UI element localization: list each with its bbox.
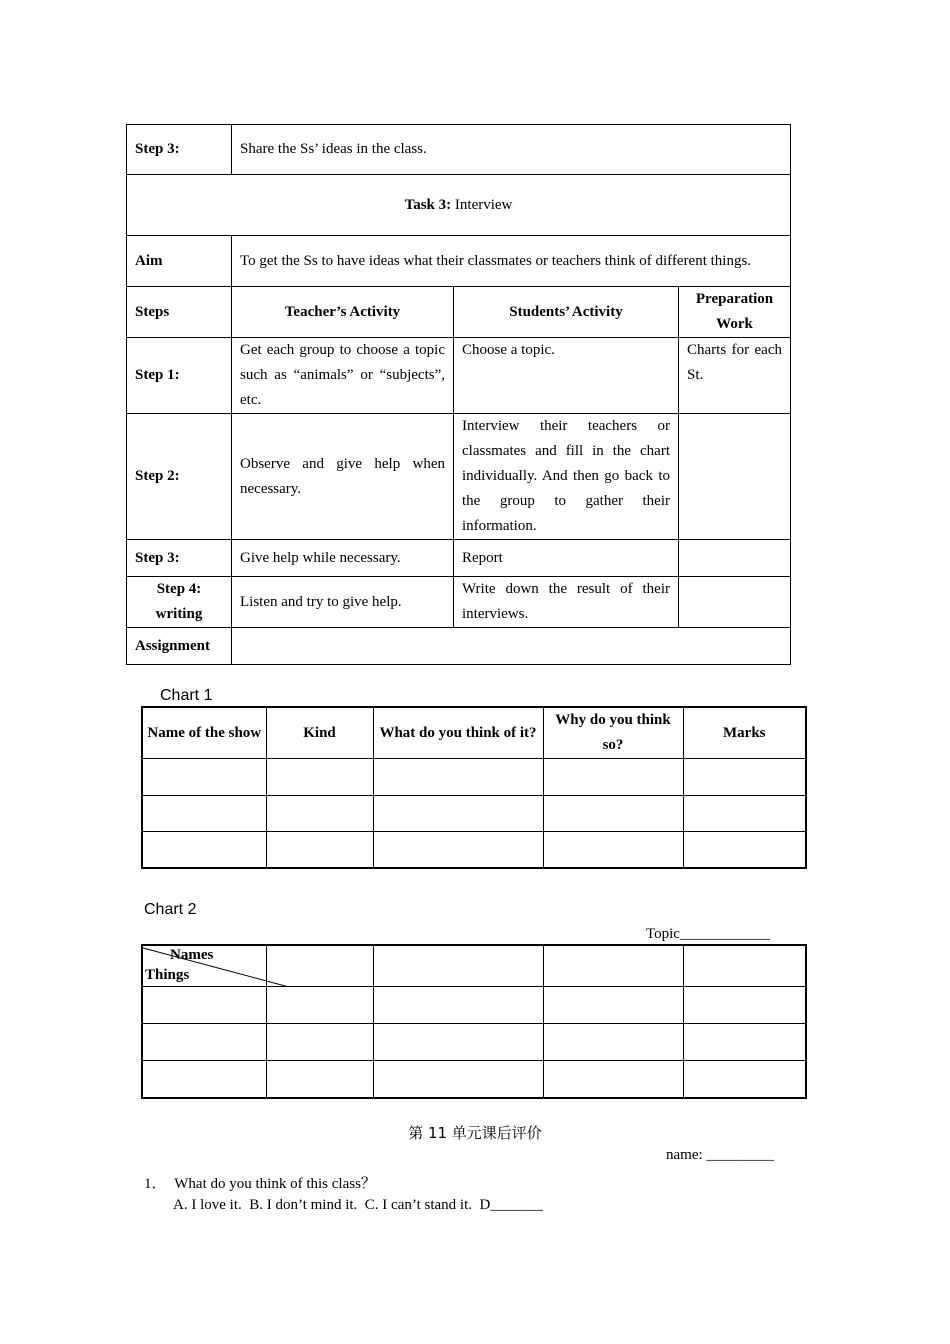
empty-cell[interactable] (142, 759, 266, 796)
empty-cell[interactable] (543, 986, 683, 1023)
question-1 (144, 1172, 376, 1193)
empty-cell[interactable] (683, 796, 806, 832)
empty-cell[interactable] (266, 759, 373, 796)
table-row (127, 577, 791, 628)
row-students: Interview their teachers or classmates and fill in the chart individually. And then go back to the group to gather their information. (454, 414, 679, 540)
empty-cell[interactable] (683, 759, 806, 796)
lesson-plan-table (126, 124, 791, 665)
name-line: name: _________ (666, 1147, 774, 1163)
table-row (142, 796, 806, 832)
row-teacher: Observe and give help when necessary. (232, 414, 454, 540)
chart1-table (141, 706, 807, 869)
empty-cell[interactable] (142, 1023, 266, 1060)
empty-cell[interactable] (373, 759, 543, 796)
empty-cell[interactable] (683, 832, 806, 868)
empty-cell[interactable] (266, 796, 373, 832)
chart2-header-row (142, 945, 806, 986)
empty-cell[interactable] (683, 945, 806, 986)
row-teacher: Listen and try to give help. (232, 577, 454, 628)
empty-cell[interactable] (266, 1060, 373, 1098)
empty-cell[interactable] (543, 1060, 683, 1098)
empty-cell[interactable] (683, 1060, 806, 1098)
question-number: 1． (144, 1176, 167, 1192)
chart1-header-show: Name of the show (142, 707, 266, 759)
row-students: Report (454, 540, 679, 577)
row-prep (679, 577, 791, 628)
aim-row (127, 236, 791, 287)
empty-cell[interactable] (683, 986, 806, 1023)
assignment-label: Assignment (127, 628, 232, 665)
step-text: Share the Ss’ ideas in the class. (232, 125, 791, 175)
step-label: Step 3: (127, 125, 232, 175)
table-row (127, 338, 791, 414)
aim-text: To get the Ss to have ideas what their classmates or teachers think of different things. (232, 236, 791, 287)
row-prep (679, 540, 791, 577)
row-prep (679, 414, 791, 540)
header-row (127, 287, 791, 338)
empty-cell[interactable] (683, 1023, 806, 1060)
question-1-options: A. I love it. B. I don’t mind it. C. I can’t stand it. D_______ (173, 1197, 543, 1213)
row-teacher: Give help while necessary. (232, 540, 454, 577)
empty-cell[interactable] (142, 986, 266, 1023)
empty-cell[interactable] (543, 832, 683, 868)
empty-cell[interactable] (543, 759, 683, 796)
row-prep: Charts for each St. (679, 338, 791, 414)
empty-cell[interactable] (266, 986, 373, 1023)
table-row (142, 759, 806, 796)
chart1-header-why: Why do you think so? (543, 707, 683, 759)
empty-cell[interactable] (543, 1023, 683, 1060)
empty-cell[interactable] (142, 796, 266, 832)
chart2-title: Chart 2 (144, 901, 197, 918)
empty-cell[interactable] (373, 1060, 543, 1098)
chart1-header-row (142, 707, 806, 759)
diag-names-label: Names (170, 947, 214, 963)
header-prep: Preparation Work (679, 287, 791, 338)
empty-cell[interactable] (373, 832, 543, 868)
empty-cell[interactable] (142, 832, 266, 868)
topic-line: Topic____________ (646, 926, 770, 942)
table-row (142, 986, 806, 1023)
empty-cell[interactable] (373, 945, 543, 986)
header-teacher: Teacher’s Activity (232, 287, 454, 338)
empty-cell[interactable] (266, 832, 373, 868)
table-row (127, 540, 791, 577)
empty-cell[interactable] (373, 796, 543, 832)
row-students: Choose a topic. (454, 338, 679, 414)
step3-share-row (127, 125, 791, 175)
aim-label: Aim (127, 236, 232, 287)
assignment-row (127, 628, 791, 665)
row-teacher: Get each group to choose a topic such as “animals” or “subjects”, etc. (232, 338, 454, 414)
chart2-table (141, 944, 807, 1099)
chart1-title: Chart 1 (160, 687, 213, 704)
evaluation-title: 第 11 单元课后评价 (408, 1124, 542, 1142)
row-students: Write down the result of their interviews. (454, 577, 679, 628)
chart1-header-think: What do you think of it? (373, 707, 543, 759)
row-step: Step 1: (127, 338, 232, 414)
row-step: Step 3: (127, 540, 232, 577)
header-students: Students’ Activity (454, 287, 679, 338)
empty-cell[interactable] (373, 1023, 543, 1060)
chart1-header-marks: Marks (683, 707, 806, 759)
diagonal-header-cell (142, 945, 266, 986)
chart1-header-kind: Kind (266, 707, 373, 759)
task3-label: Task 3: (404, 196, 452, 213)
table-row (142, 1060, 806, 1098)
empty-cell[interactable] (266, 1023, 373, 1060)
task3-title-row (127, 175, 791, 236)
table-row (127, 414, 791, 540)
row-step: Step 2: (127, 414, 232, 540)
empty-cell[interactable] (543, 945, 683, 986)
assignment-content (232, 628, 791, 665)
empty-cell[interactable] (543, 796, 683, 832)
diag-things-label: Things (145, 967, 190, 983)
empty-cell[interactable] (142, 1060, 266, 1098)
row-step: Step 4: writing (127, 577, 232, 628)
question-text: What do you think of this class？ (174, 1176, 376, 1192)
empty-cell[interactable] (373, 986, 543, 1023)
table-row (142, 832, 806, 868)
task3-title (127, 175, 791, 236)
table-row (142, 1023, 806, 1060)
task3-name: Interview (451, 196, 513, 213)
header-steps: Steps (127, 287, 232, 338)
